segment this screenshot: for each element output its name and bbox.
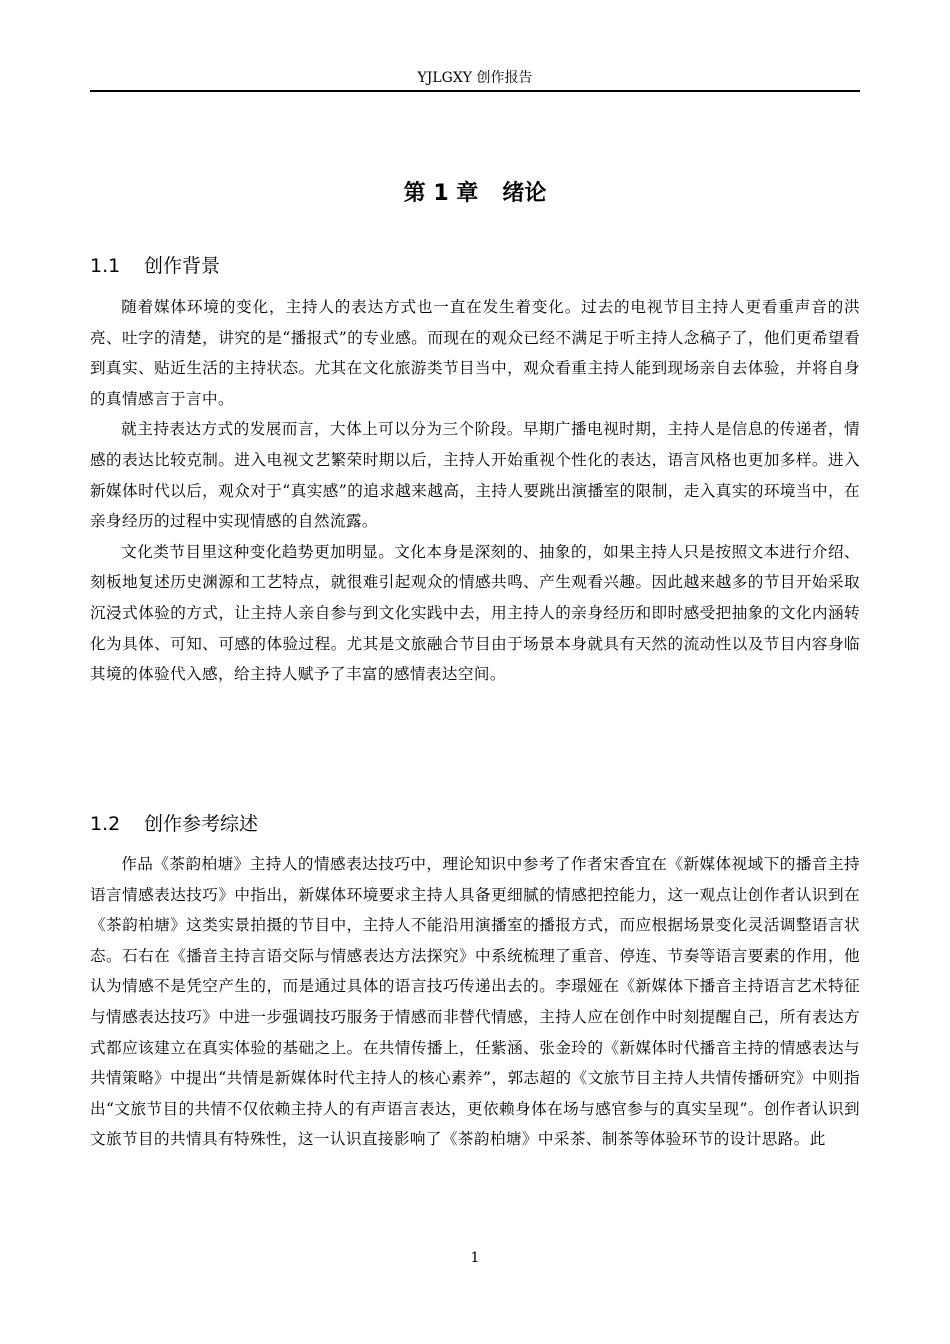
- section-number: 1.2: [90, 813, 121, 835]
- chapter-title: [90, 178, 860, 210]
- section-heading-1-2: [90, 810, 860, 838]
- body-paragraph: 作品《茶韵柏塘》主持人的情感表达技巧中，理论知识中参考了作者宋香宜在《新媒体视域下的播音主持语言情感表达技巧》中指出，新媒体环境要求主持人具备更细腻的情感把控能力，这一观点让创作者认识到在《茶韵柏塘》这类实景拍摄的节目中，主持人不能沿用演播室的播报方式，而应根据场景变化灵活调整语言状态。石右在《播音主持言语交际与情感表达方法探究》中系统梳理了重音、停连、节奏等语言要素的作用，他认为情感不是凭空产生的，而是通过具体的语言技巧传递出去的。李璟娅在《新媒体下播音主持语言艺术特征与情感表达技巧》中进一步强调技巧服务于情感而非替代情感，主持人应在创作中时刻提醒自己，所有表达方式都应该建立在真实体验的基础之上。在共情传播上，任紫涵、张金玲的《新媒体时代播音主持的情感表达与共情策略》中提出“共情是新媒体时代主持人的核心素养”，郭志超的《文旅节目主持人共情传播研究》中则指出“文旅节目的共情不仅依赖主持人的有声语言表达，更依赖身体在场与感官参与的真实呈现”。创作者认识到文旅节目的共情具有特殊性，这一认识直接影响了《茶韵柏塘》中采茶、制茶等体验环节的设计思路。此: [90, 855, 860, 1149]
- chapter-number: 第 1 章: [403, 181, 479, 206]
- body-paragraph: 就主持表达方式的发展而言，大体上可以分为三个阶段。早期广播电视时期，主持人是信息的传递者，情感的表达比较克制。进入电视文艺繁荣时期以后，主持人开始重视个性化的表达，语言风格也更加多样。进入新媒体时代以后，观众对于“真实感”的追求越来越高，主持人要跳出演播室的限制，走入真实的环境当中，在亲身经历的过程中实现情感的自然流露。: [90, 420, 860, 531]
- section-title: 创作参考综述: [144, 813, 259, 835]
- section-body-1-2: [90, 849, 860, 1155]
- page-number: 1: [470, 1250, 480, 1266]
- body-paragraph: 随着媒体环境的变化，主持人的表达方式也一直在发生着变化。过去的电视节目主持人更看重声音的洪亮、吐字的清楚，讲究的是“播报式”的专业感。而现在的观众已经不满足于听主持人念稿子了，他们更希望看到真实、贴近生活的主持状态。尤其在文化旅游类节目当中，观众看重主持人能到现场亲自去体验，并将自身的真情感言于言中。: [90, 298, 860, 408]
- running-header: YJLGXY 创作报告: [417, 70, 533, 86]
- chapter-name: 绪论: [502, 181, 547, 206]
- section-number: 1.1: [90, 255, 121, 277]
- section-title: 创作背景: [144, 255, 221, 277]
- section-body-1-1: [90, 292, 860, 690]
- section-heading-1-1: [90, 252, 860, 280]
- body-paragraph: 文化类节目里这种变化趋势更加明显。文化本身是深刻的、抽象的，如果主持人只是按照文本进行介绍、刻板地复述历史渊源和工艺特点，就很难引起观众的情感共鸣、产生观看兴趣。因此越来越多的节目开始采取沉浸式体验的方式，让主持人亲自参与到文化实践中去，用主持人的亲身经历和即时感受把抽象的文化内涵转化为具体、可知、可感的体验过程。尤其是文旅融合节目由于场景本身就具有天然的流动性以及节目内容身临其境的体验代入感，给主持人赋予了丰富的感情表达空间。: [90, 542, 860, 684]
- header-rule: [90, 90, 860, 92]
